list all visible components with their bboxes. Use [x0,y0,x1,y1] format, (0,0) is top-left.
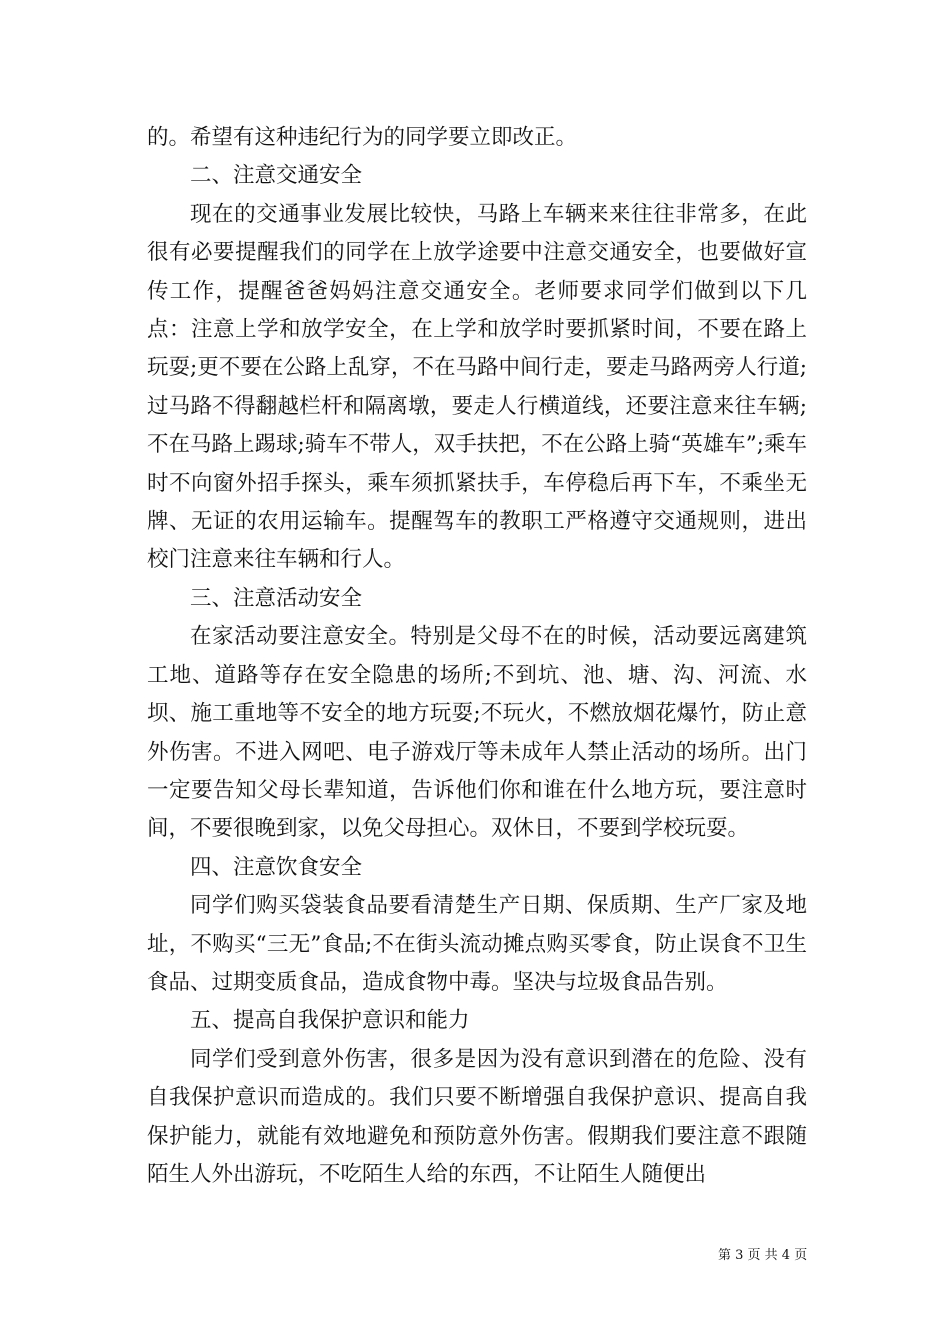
section-heading-self-protection: 五、提高自我保护意识和能力 [190,1008,470,1034]
paragraph-traffic-safety: 现在的交通事业发展比较快，马路上车辆来来往往非常多，在此很有必要提醒我们的同学在上放学途要中注意交通安全，也要做好宣传工作，提醒爸爸妈妈注意交通安全。老师要求同学们做到以下几点：注意上学和放学安全，在上学和放学时要抓紧时间，不要在路上玩耍;更不要在公路上乱穿，不在马路中间行走，要走马路两旁人行道;过马路不得翻越栏杆和隔离墩，要走人行横道线，还要注意来往车辆;不在马路上踢球;骑车不带人，双手扶把，不在公路上骑“英雄车”;乘车时不向窗外招手探头，乘车须抓紧扶手，车停稳后再下车，不乘坐无牌、无证的农用运输车。提醒驾车的教职工严格遵守交通规则，进出校门注意来往车辆和行人。 [147,201,807,573]
document-body [147,119,807,1194]
section-heading-traffic-safety: 二、注意交通安全 [190,163,363,189]
paragraph-food-safety: 同学们购买袋装食品要看清楚生产日期、保质期、生产厂家及地址，不购买“三无”食品;不在街头流动摊点购买零食，防止误食不卫生食品、过期变质食品，造成食物中毒。坚决与垃圾食品告别。 [147,893,807,995]
paragraph-continuation: 的。希望有这种违纪行为的同学要立即改正。 [147,125,578,150]
page-number-footer: 第 3 页 共 4 页 [718,1248,808,1263]
paragraph-activity-safety: 在家活动要注意安全。特别是父母不在的时候，活动要远离建筑工地、道路等存在安全隐患的场所;不到坑、池、塘、沟、河流、水坝、施工重地等不安全的地方玩耍;不玩火，不燃放烟花爆竹，防止意外伤害。不进入网吧、电子游戏厅等未成年人禁止活动的场所。出门一定要告知父母长辈知道，告诉他们你和谁在什么地方玩，要注意时间，不要很晚到家，以免父母担心。双休日，不要到学校玩耍。 [147,624,807,842]
paragraph-self-protection: 同学们受到意外伤害，很多是因为没有意识到潜在的危险、没有自我保护意识而造成的。我们只要不断增强自我保护意识、提高自我保护能力，就能有效地避免和预防意外伤害。假期我们要注意不跟随陌生人外出游玩，不吃陌生人给的东西，不让陌生人随便出 [147,1046,807,1187]
section-heading-food-safety: 四、注意饮食安全 [190,854,363,880]
section-heading-activity-safety: 三、注意活动安全 [190,585,363,611]
